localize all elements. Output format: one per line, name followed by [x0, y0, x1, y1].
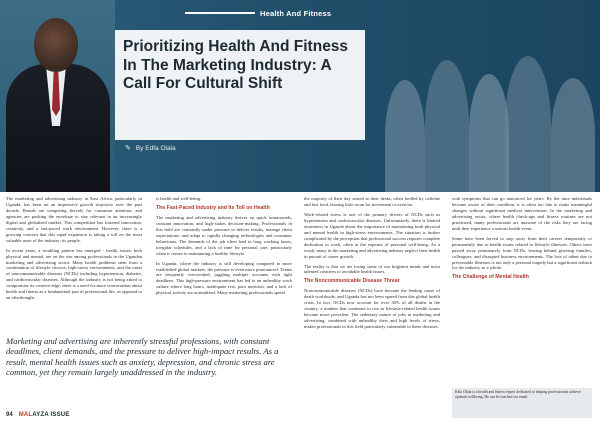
subheading: The Noncommunicable Disease Threat [304, 278, 400, 285]
article-title: Prioritizing Health And Fitness In The Marketing Industry: A Call For Cultural Shift [123, 38, 349, 92]
magazine-name [19, 412, 70, 418]
article-header [0, 0, 600, 192]
paragraph: is health and well-being. [156, 196, 202, 201]
paragraph: In recent years, a troubling pattern has emerged - health issues, both physical and mental, are on the rise among professionals in the Ugandan marketing and advertising sector. Many health problems stem from a combination of lifestyle choices, high-stress environments, and the onset of noncommunicable diseases (NCDs) including hypertension, diabetes, and cardiovascular diseases. Although the industry is not being asked to compromise its creative edge, there is a need for more conversation about health and fitness as a fundamental part of professional life, as opposed to an afterthought. [6, 247, 142, 301]
header-right [115, 0, 600, 192]
subheading: The Challenge of Mental Health [452, 274, 529, 281]
author-photo [0, 0, 115, 192]
paragraph: In Uganda, where the industry is still developing compared to more established global markets, the pressure is even more pronounced. Teams are frequently overworked, juggling multiple accounts with tight deadlines. This high-pressure environment has led to an unhealthy work culture where long hours, inadequate rest, poor nutrition, and a lack of physical activity are normalized. Many marketing professionals spend [156, 260, 292, 296]
author-head [34, 18, 78, 72]
crowd-figure [505, 56, 551, 192]
column-3 [304, 196, 440, 334]
paragraph: the majority of their day seated at their desks, often fuelled by caffeine and fast food, leaving little room for movement or exercise. [304, 196, 440, 207]
magazine-name-suffix: AYZA ISSUE [32, 412, 70, 418]
crowd-figure [469, 74, 509, 192]
column-4 [452, 196, 592, 284]
column-2 [156, 196, 292, 300]
page-footer [6, 410, 594, 420]
author-bio: Edfa Olala is a health and fitness expert dedicated to helping professionals achieve optimal wellbeing. He can be reached via email. [452, 388, 592, 418]
paragraph: Work-related stress is one of the primary drivers of NCDs such as hypertension and cardiovascular diseases. Unfortunately, there is limited awareness in Uganda about the importance of maintaining both physical and mental health in high-stress environments. The situation is further complicated by the perception that professional success requires complete dedication to work, often at the expense of personal well-being. As a result, many in the marketing and advertising industry neglect their health in pursuit of career growth. [304, 211, 440, 259]
title-block [115, 30, 365, 140]
section-tag [185, 6, 331, 20]
section-tag-bar [185, 12, 255, 14]
crowd-figure [385, 80, 425, 192]
paragraph: The marketing and advertising industry thrives on quick turnarounds, constant innovation, and high-stakes decision-making. Professionals in this field are constantly under pressure to deliver results, manage client expectations, and adapt to rapidly changing technologies and consumer behaviours. The demands of the job often lead to long working hours, irregular schedules, and a lack of time for personal care, particularly when it comes to maintaining a healthy lifestyle. [156, 214, 292, 256]
byline-text: By Edfa Olala [135, 144, 176, 152]
page-number: 94 [6, 412, 13, 418]
crowd-figure [425, 60, 469, 192]
paragraph: The marketing and advertising industry in East Africa, particularly in Uganda, has been on an impressive growth trajectory over the past decade. Brands are competing fiercely for consumer attention, and agencies are pushing the envelope to stay relevant in an increasingly digital and globalized market. This competition has fostered innovation, creativity, and a fast-paced work environment. However, there is a growing concern that this rapid expansion is taking a toll on the most valuable asset of the industry: its people. [6, 196, 142, 243]
byline [125, 144, 176, 152]
background-crowd-image [365, 20, 600, 192]
magazine-name-prefix: MAL [18, 412, 33, 418]
pull-quote-text: Marketing and advertising are inherently stressful professions, with constant deadlines, client demands, and the pressure to deliver high-impact results. As a result, mental health issues such as anxiety, depression, and chronic stress are common, yet they remain largely unaddressed in the industry. [6, 336, 279, 378]
paragraph: Some have been forced to step away from their careers temporarily or permanently due to health issues related to lifestyle illnesses. Others have passed away prematurely from NCDs, leaving behind grieving families, colleagues, and disrupted business environments. The loss of talent due to preventable illnesses is not only a personal tragedy but a significant setback for the industry as a whole. [452, 235, 592, 271]
paragraph: Noncommunicable diseases (NCDs) have become the leading cause of death worldwide, and Uganda has not been spared from this global health crisis. In fact, NCDs now account for over 30% of all deaths in the country, a number that continues to rise as lifestyle-related health issues become more prevalent. The sedentary nature of jobs in marketing and advertising, combined with unhealthy diets and high levels of stress, makes professionals in this field particularly vulnerable to these diseases. [304, 288, 440, 330]
column-1 [6, 196, 142, 305]
section-tag-label: Health And Fitness [260, 8, 332, 18]
crowd-figure [551, 78, 595, 192]
pull-quote [6, 336, 289, 378]
paragraph: The reality is that we are losing some of our brightest minds and most talented creatives to avoidable health issues. [304, 263, 440, 275]
subheading: The Fast-Paced Industry and Its Toll on Health [156, 204, 270, 211]
paragraph: with symptoms that can go unnoticed for years. By the time individuals become aware of their condition, it is often too late to make meaningful changes without significant medical intervention. In the marketing and advertising sector, where health check-ups and fitness routines are not prioritized, many professionals are unaware of the risks they are facing until they experience a serious health event. [452, 196, 592, 231]
pencil-icon: ✎ [125, 145, 131, 152]
